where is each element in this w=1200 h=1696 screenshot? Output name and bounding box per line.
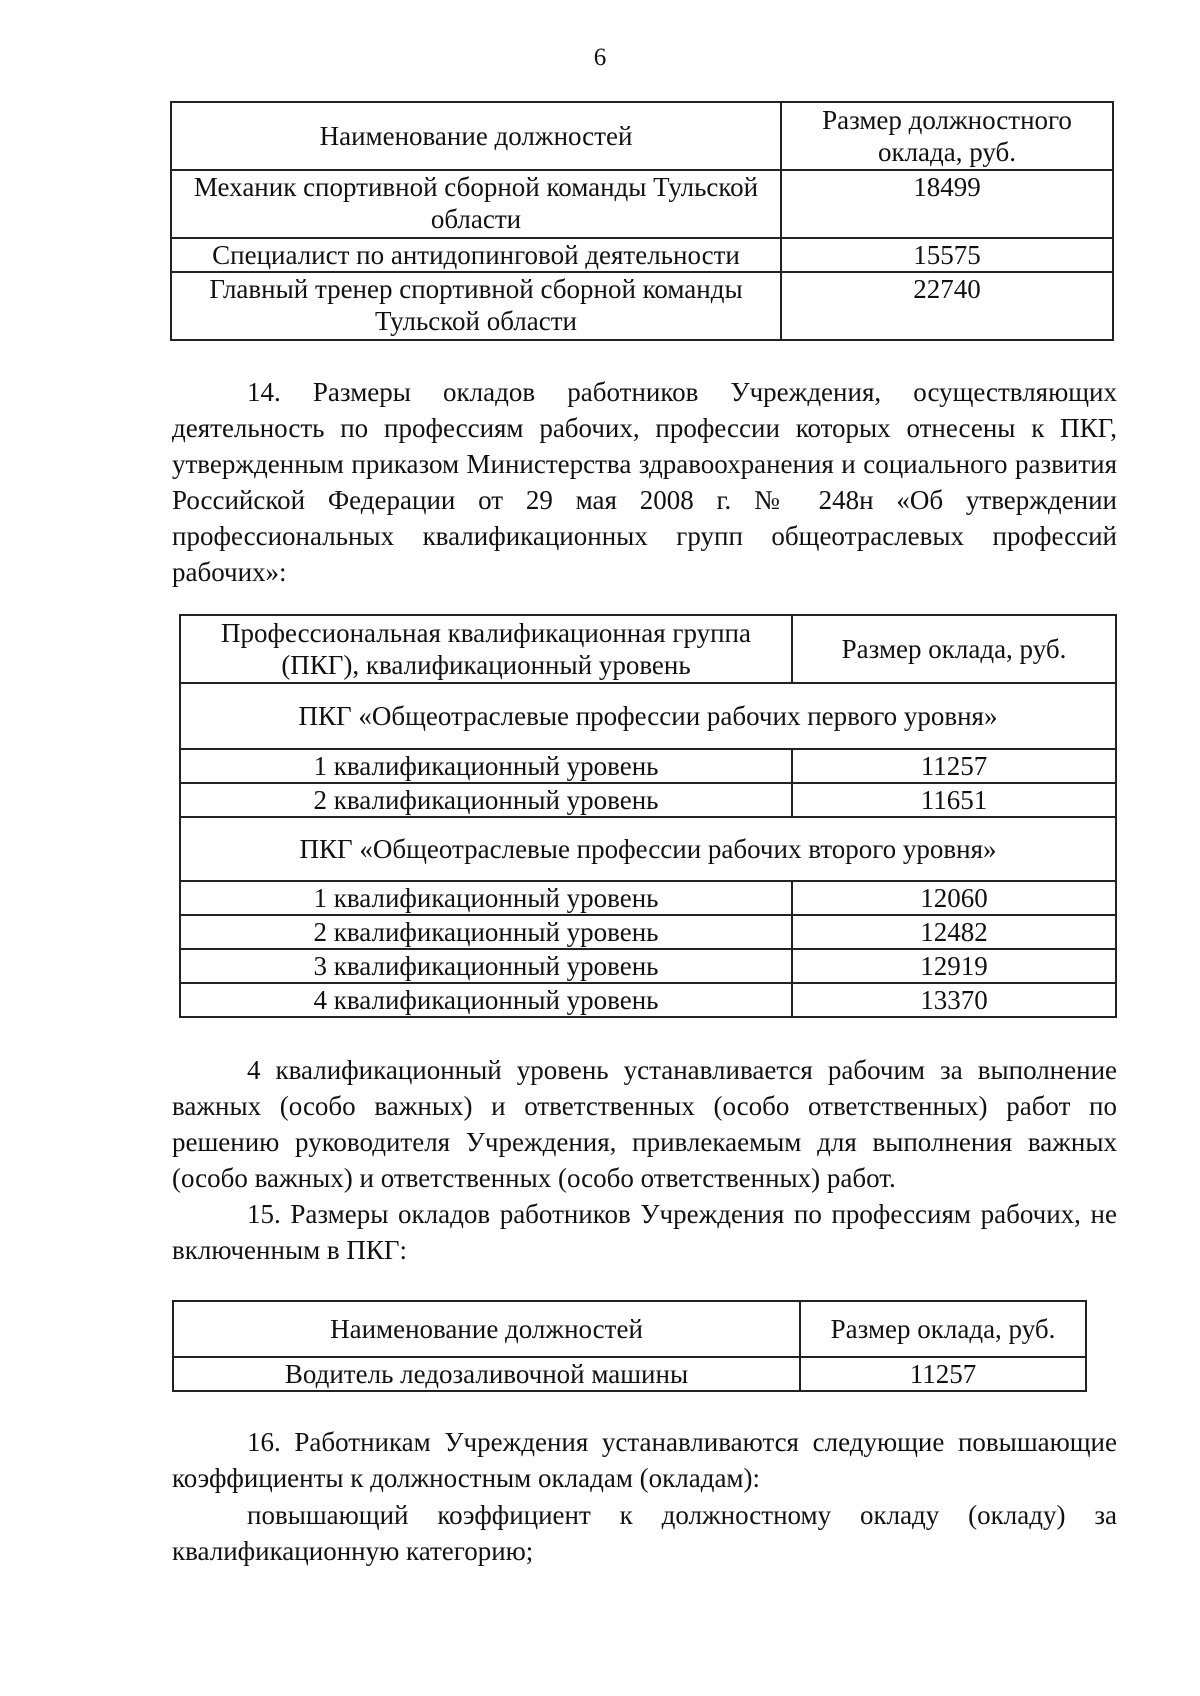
level-name: 1 квалификационный уровень <box>180 749 792 783</box>
table-row <box>180 915 1116 949</box>
column-header-salary: Размер оклада, руб. <box>800 1301 1086 1357</box>
table-row <box>171 170 1113 238</box>
level-name: 2 квалификационный уровень <box>180 915 792 949</box>
level-name: 2 квалификационный уровень <box>180 783 792 817</box>
table-header-row <box>171 102 1113 170</box>
positions-salary-table <box>170 101 1114 341</box>
salary-value: 12482 <box>792 915 1116 949</box>
table-row <box>180 783 1116 817</box>
salary-value: 22740 <box>781 272 1113 340</box>
page-number: 6 <box>593 44 607 71</box>
table-row <box>171 238 1113 272</box>
group-title: ПКГ «Общеотраслевые профессии рабочих первого уровня» <box>180 683 1116 749</box>
level-name: 3 квалификационный уровень <box>180 949 792 983</box>
paragraph-16-item: повышающий коэффициент к должностному окладу (окладу) за квалификационную категорию; <box>172 1500 1117 1566</box>
position-name: Специалист по антидопинговой деятельности <box>171 238 781 272</box>
table-row <box>180 949 1116 983</box>
position-name: Механик спортивной сборной команды Тульской области <box>171 170 781 238</box>
paragraph-level-4: 4 квалификационный уровень устанавливается рабочим за выполнение важных (особо важных) и ответственных (особо ответственных) работ по решению руководителя Учреждения, привлекаемым для выполнения важных (особо важных) и ответственных (особо ответственных) работ. <box>172 1055 1117 1193</box>
group-row <box>180 817 1116 881</box>
column-header-pkg: Профессиональная квалификационная группа (ПКГ), квалификационный уровень <box>180 615 792 683</box>
salary-value: 11257 <box>800 1357 1086 1391</box>
group-row <box>180 683 1116 749</box>
table-header-row <box>180 615 1116 683</box>
paragraph-15: 15. Размеры окладов работников Учреждения по профессиям рабочих, не включенным в ПКГ: <box>172 1199 1117 1265</box>
salary-value: 12919 <box>792 949 1116 983</box>
salary-value: 11257 <box>792 749 1116 783</box>
position-name: Водитель ледозаливочной машины <box>173 1357 800 1391</box>
column-header-salary: Размер должностного оклада, руб. <box>781 102 1113 170</box>
paragraph-16: 16. Работникам Учреждения устанавливаются следующие повышающие коэффициенты к должностным окладам (окладам): <box>172 1427 1117 1493</box>
position-name: Главный тренер спортивной сборной команды Тульской области <box>171 272 781 340</box>
column-header-salary: Размер оклада, руб. <box>792 615 1116 683</box>
salary-value: 11651 <box>792 783 1116 817</box>
column-header-position: Наименование должностей <box>171 102 781 170</box>
table-row <box>171 272 1113 340</box>
salary-value: 18499 <box>781 170 1113 238</box>
salary-value: 15575 <box>781 238 1113 272</box>
level-name: 1 квалификационный уровень <box>180 881 792 915</box>
salary-value: 13370 <box>792 983 1116 1017</box>
table-row <box>180 749 1116 783</box>
column-header-position: Наименование должностей <box>173 1301 800 1357</box>
salary-value: 12060 <box>792 881 1116 915</box>
table-row <box>180 983 1116 1017</box>
pkg-salary-table <box>179 614 1117 1018</box>
table-row <box>173 1357 1086 1391</box>
table-row <box>180 881 1116 915</box>
group-title: ПКГ «Общеотраслевые профессии рабочих второго уровня» <box>180 817 1116 881</box>
table-header-row <box>173 1301 1086 1357</box>
other-professions-table <box>172 1300 1087 1392</box>
paragraph-14: 14. Размеры окладов работников Учреждения, осуществляющих деятельность по профессиям рабочих, профессии которых отнесены к ПКГ, утвержденным приказом Министерства здравоохранения и социального развития Российской Федерации от 29 мая 2008 г. № 248н «Об утверждении профессиональных квалификационных групп общеотраслевых профессий рабочих»: <box>172 377 1117 587</box>
level-name: 4 квалификационный уровень <box>180 983 792 1017</box>
